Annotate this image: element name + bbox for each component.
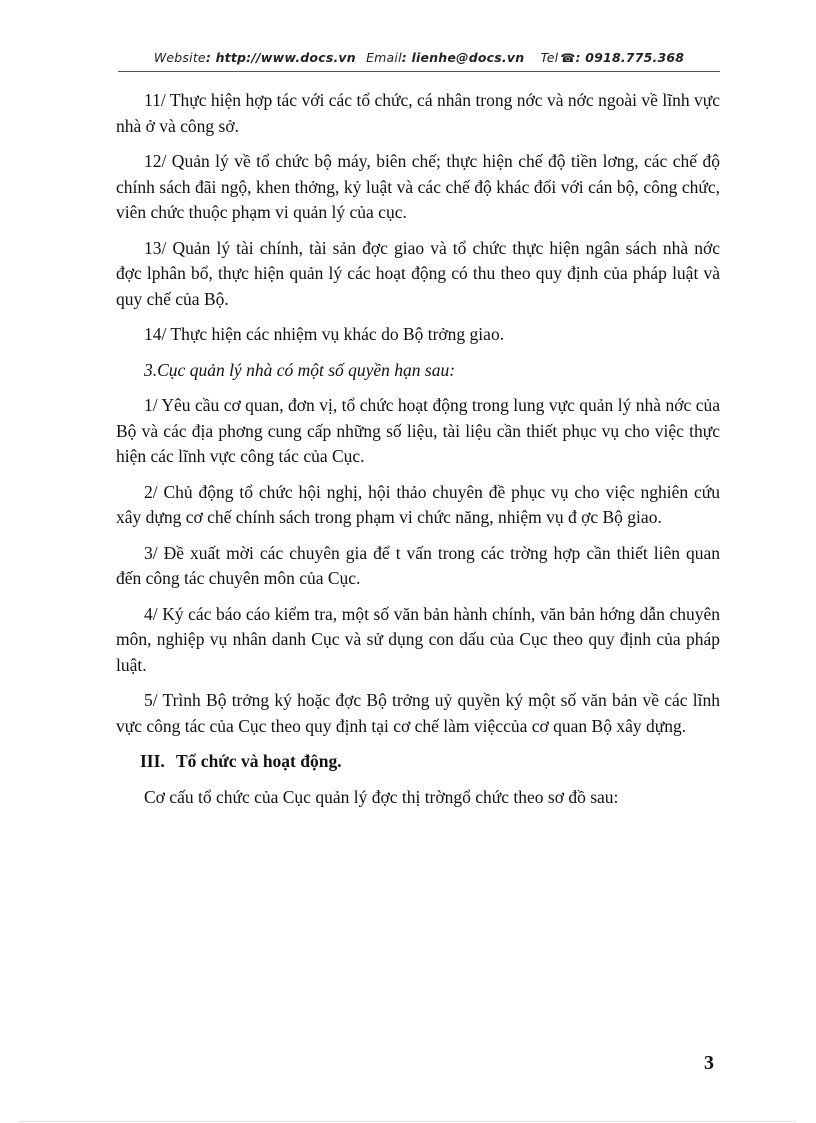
website-url[interactable]: : http://www.docs.vn — [205, 50, 356, 65]
paragraph-item-14: 14/ Thực hiện các nhiệm vụ khác do Bộ trởng giao. — [144, 324, 505, 344]
website-label: Website — [153, 50, 206, 65]
email-address[interactable]: : lienhe@docs.vn — [401, 50, 525, 65]
page-header — [118, 50, 720, 65]
subsection-heading: 3.Cục quản lý nhà có một số quyền hạn sau: — [144, 359, 456, 380]
section-number: III. — [140, 751, 165, 771]
tel-label: Tel — [540, 50, 559, 65]
paragraph-structure: Cơ cấu tổ chức của Cục quản lý đợc thị trờngổ chức theo sơ đồ sau: — [144, 786, 619, 807]
paragraph-item-13: 13/ Quản lý tài chính, tài sản đợc giao và tổ chức thực hiện ngân sách nhà nớc đợc lphân bổ, thực hiện quản lý các hoạt động có thu theo quy định của pháp luật và quy chế của Bộ. — [116, 237, 720, 309]
paragraph-right-1: 1/ Yêu cầu cơ quan, đơn vị, tổ chức hoạt động trong lung vực quản lý nhà nớc của Bộ và các địa phơng cung cấp những số liệu, tài liệu cần thiết phục vụ cho việc thực hiện các lĩnh vực công tác của Cục. — [116, 395, 720, 466]
email-label: Email — [366, 50, 402, 65]
paragraph-right-3: 3/ Đề xuất mời các chuyên gia để t vấn trong các trờng hợp cần thiết liên quan đến công tác chuyên môn của Cục. — [116, 542, 720, 588]
page-bottom-border — [20, 1121, 796, 1122]
paragraph-item-11: 11/ Thực hiện hợp tác với các tổ chức, cá nhân trong nớc và nớc ngoài về lĩnh vực nhà ở và công sở. — [116, 90, 720, 136]
paragraph-right-2: 2/ Chủ động tổ chức hội nghị, hội thảo chuyên đề phục vụ cho việc nghiên cứu xây dựng cơ chế chính sách trong phạm vi chức năng, nhiệm vụ đ ợc Bộ giao. — [116, 481, 720, 527]
document-body — [116, 88, 720, 820]
header-divider — [118, 71, 720, 72]
page-number: 3 — [704, 1052, 714, 1074]
phone-number: : 0918.775.368 — [575, 50, 685, 65]
paragraph-right-5: 5/ Trình Bộ trởng ký hoặc đợc Bộ trởng uỷ quyền ký một số văn bản về các lĩnh vực công tác của Cục theo quy định tại cơ chế làm việccủa cơ quan Bộ xây dựng. — [116, 690, 720, 736]
paragraph-right-4: 4/ Ký các báo cáo kiểm tra, một số văn bản hành chính, văn bản hớng dẫn chuyên môn, nghiệp vụ nhân danh Cục và sử dụng con dấu của Cục theo quy định của pháp luật. — [116, 603, 720, 675]
phone-icon: ☎ — [560, 51, 576, 65]
paragraph-item-12: 12/ Quản lý về tổ chức bộ máy, biên chế; thực hiện chế độ tiền lơng, các chế độ chính sách đãi ngộ, khen thởng, kỷ luật và các chế độ khác đối với cán bộ, công chức, viên chức thuộc phạm vi quản lý của cục. — [116, 151, 720, 222]
section-title: Tổ chức và hoạt động. — [176, 751, 342, 771]
section-heading — [116, 749, 720, 775]
